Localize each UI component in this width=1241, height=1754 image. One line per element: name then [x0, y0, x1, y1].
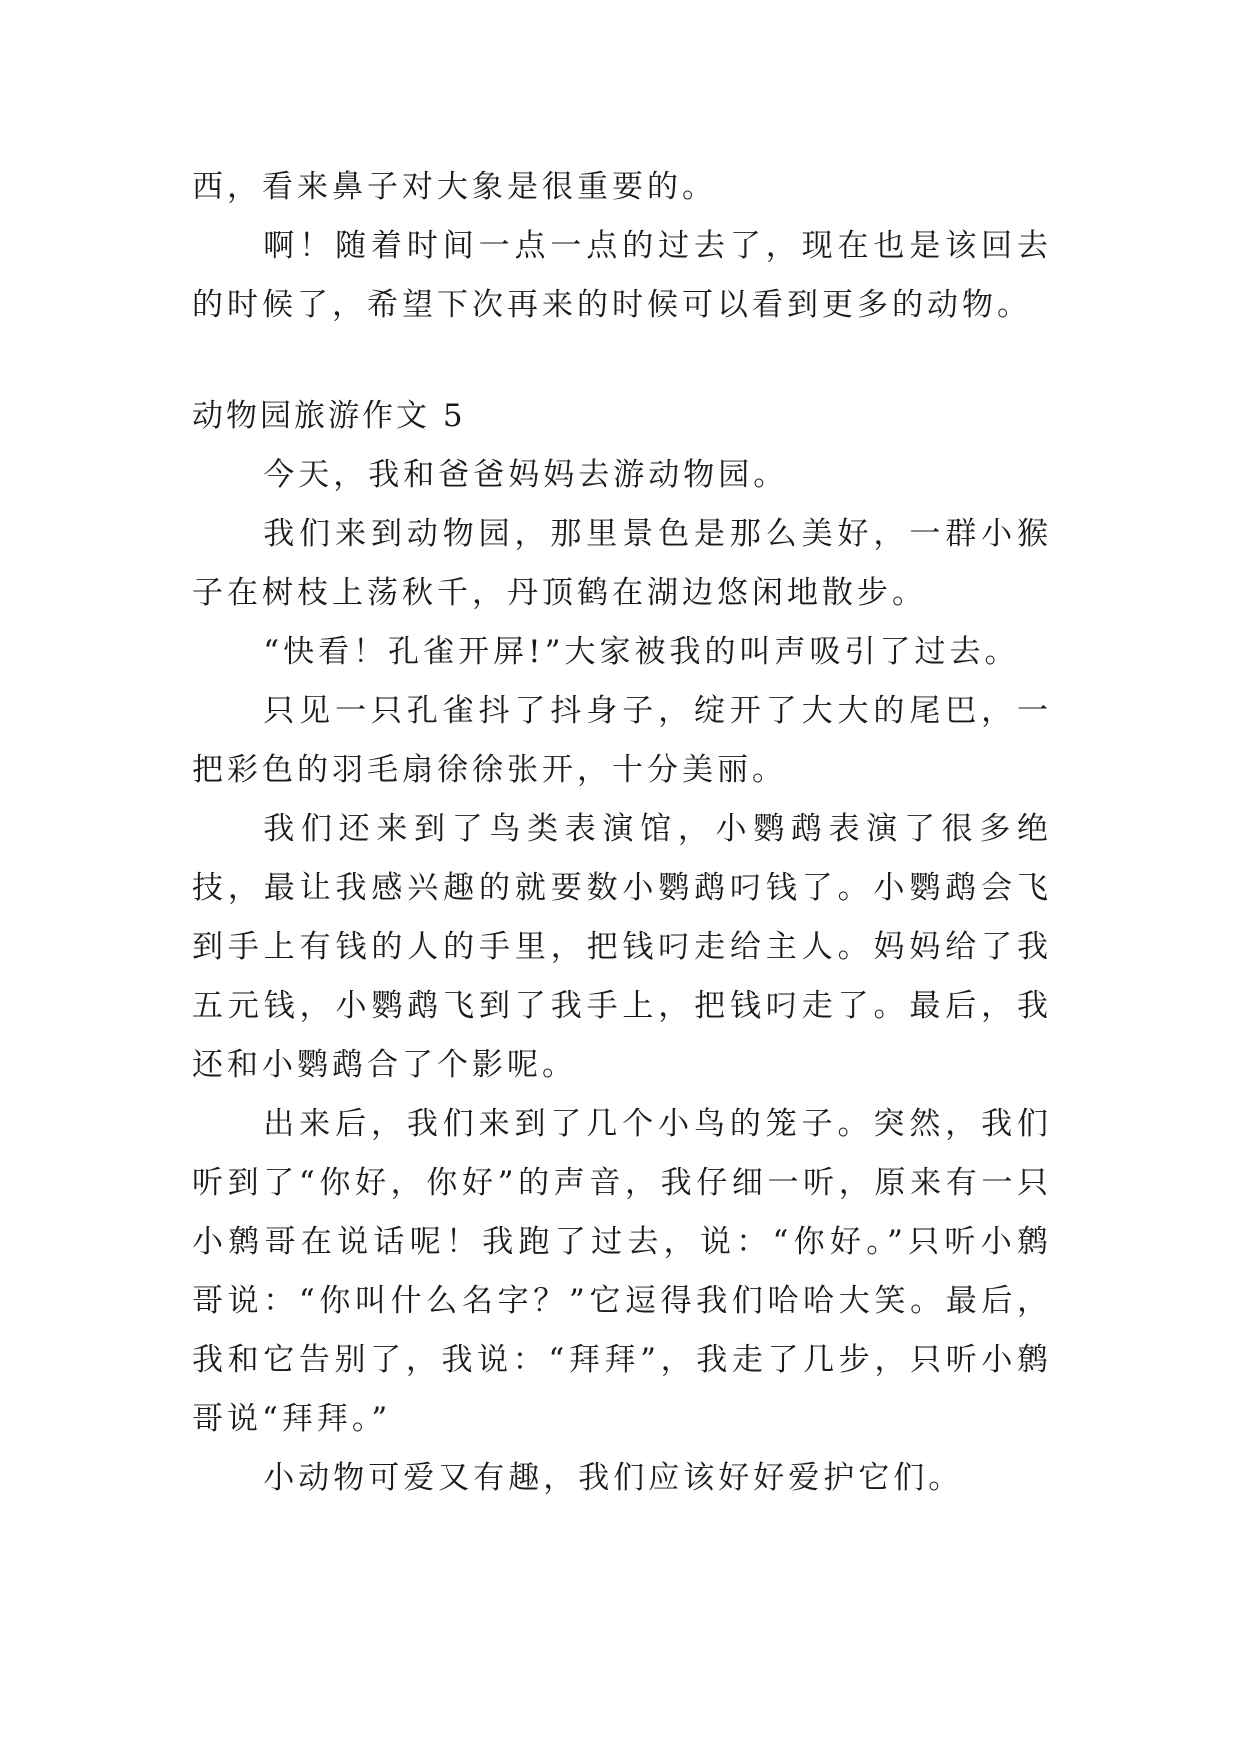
carryover-paragraph: 西，看来鼻子对大象是很重要的。	[192, 169, 717, 205]
paragraph: 我们来到动物园，那里景色是那么美好，一群小猴子在树枝上荡秋千，丹顶鹤在湖边悠闲地散步。	[192, 516, 1052, 611]
paragraph: 只见一只孔雀抖了抖身子，绽开了大大的尾巴，一把彩色的羽毛扇徐徐张开，十分美丽。	[192, 693, 1052, 788]
paragraph: “快看！孔雀开屏!”大家被我的叫声吸引了过去。	[263, 634, 1020, 670]
document-body	[192, 158, 1052, 1508]
section-title: 动物园旅游作文 5	[192, 398, 466, 434]
paragraph: 今天，我和爸爸妈妈去游动物园。	[263, 457, 789, 493]
paragraph: 啊！随着时间一点一点的过去了，现在也是该回去的时候了，希望下次再来的时候可以看到更多的动物。	[192, 228, 1052, 323]
paragraph: 小动物可爱又有趣，我们应该好好爱护它们。	[263, 1460, 964, 1496]
paragraph: 我们还来到了鸟类表演馆，小鹦鹉表演了很多绝技，最让我感兴趣的就要数小鹦鹉叼钱了。小鹦鹉会飞到手上有钱的人的手里，把钱叼走给主人。妈妈给了我五元钱，小鹦鹉飞到了我手上，把钱叼走了。最后，我还和小鹦鹉合了个影呢。	[192, 811, 1052, 1083]
paragraph: 出来后，我们来到了几个小鸟的笼子。突然，我们听到了“你好，你好”的声音，我仔细一听，原来有一只小鹩哥在说话呢！我跑了过去，说：“你好。”只听小鹩哥说：“你叫什么名字？”它逗得我们哈哈大笑。最后，我和它告别了，我说：“拜拜”，我走了几步，只听小鹩哥说“拜拜。”	[192, 1106, 1052, 1437]
